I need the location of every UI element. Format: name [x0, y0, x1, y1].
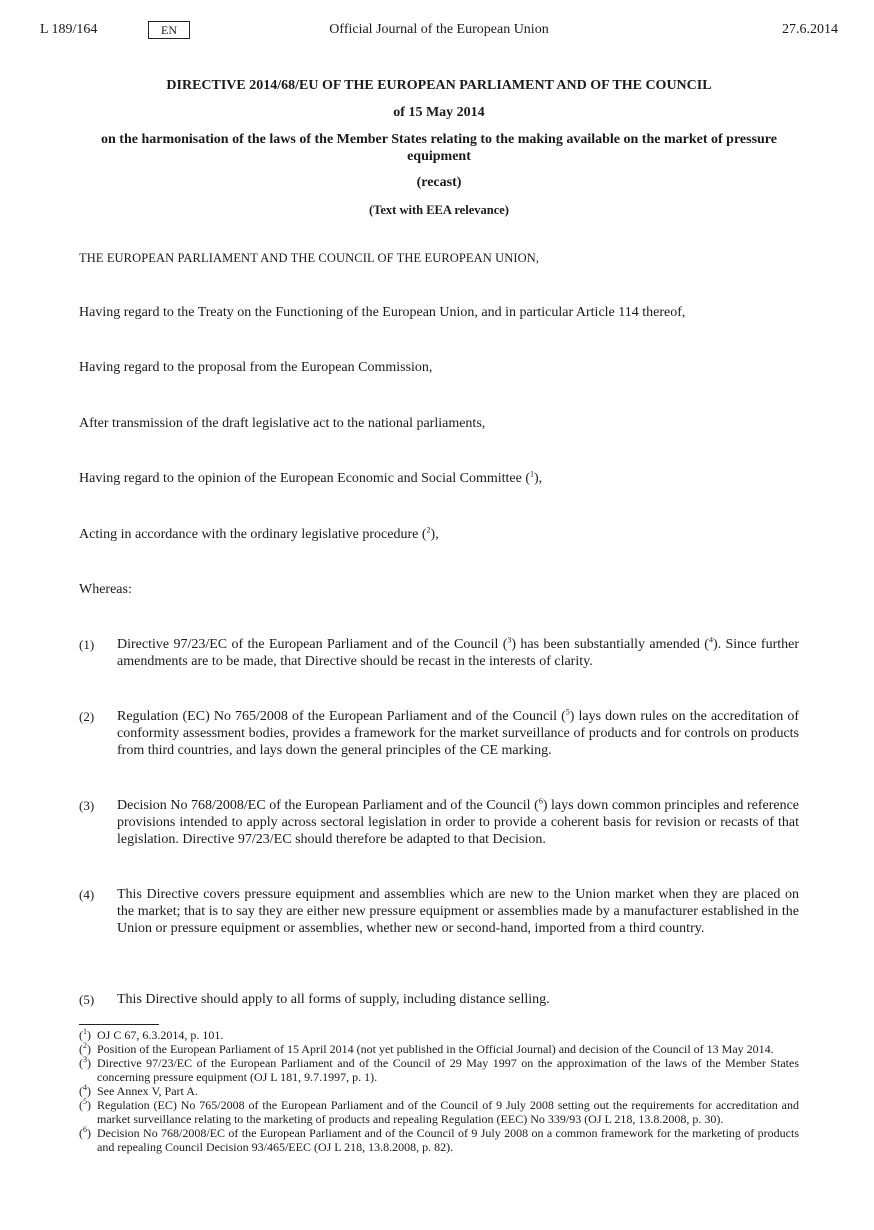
- directive-title: DIRECTIVE 2014/68/EU OF THE EUROPEAN PARLIAMENT AND OF THE COUNCIL: [166, 78, 712, 93]
- citation-transmission: After transmission of the draft legislative act to the national parliaments,: [79, 416, 486, 431]
- footnote-6: [79, 1126, 799, 1154]
- citation-proposal: Having regard to the proposal from the European Commission,: [79, 360, 433, 375]
- language-badge: EN: [148, 21, 190, 39]
- footnote-text: Position of the European Parliament of 15 April 2014 (not yet published in the Official Journal) and decision of the Council of 13 May 2014.: [97, 1042, 774, 1056]
- footnote-mark: ($^5$): [79, 1097, 91, 1112]
- footnote-text: See Annex V, Part A.: [97, 1084, 198, 1098]
- recital-1: [79, 636, 799, 670]
- footnote-mark: ($^3$): [79, 1055, 91, 1070]
- footnote-mark: ($^2$): [79, 1041, 91, 1056]
- footnote-2: [79, 1042, 799, 1056]
- footnote-text: Regulation (EC) No 765/2008 of the European Parliament and of the Council of 9 July 2008 setting out the requirements for accreditation and market surveillance relating to the marketing of products and repealing Regulation (EEC) No 339/93 (OJ L 218, 13.8.2008, p. 30).: [97, 1098, 799, 1126]
- recital-5: [79, 991, 799, 1008]
- recital-text: Decision No 768/2008/EC of the European Parliament and of the Council ($^6$) lays down common principles and reference provisions intended to apply across sectoral legislation in order to provide a coherent basis for revision or recasts of that legislation. Directive 97/23/EC should therefore be adapted to that Decision.: [117, 796, 800, 847]
- recital-text: Regulation (EC) No 765/2008 of the European Parliament and of the Council ($^5$) lays down rules on the accreditation of conformity assessment bodies, provides a framework for the market surveillance of products and for controls on products from third countries, and lays down the general principles of the CE marking.: [117, 707, 799, 758]
- footnote-4: [79, 1084, 799, 1098]
- footnote-ref-6[interactable]: 6: [538, 796, 543, 806]
- footnote-ref-3[interactable]: 3: [507, 635, 512, 645]
- journal-reference: L 189/164: [40, 22, 98, 37]
- footnote-mark: ($^4$): [79, 1083, 91, 1098]
- recital-3: [79, 797, 799, 848]
- recital-number: (2): [79, 709, 95, 724]
- footnote-ref-4[interactable]: 4: [708, 635, 713, 645]
- footnote-ref-1[interactable]: 1: [530, 469, 534, 479]
- page-header: [40, 22, 838, 42]
- whereas-heading: Whereas:: [79, 582, 132, 597]
- eea-relevance-label: (Text with EEA relevance): [369, 203, 509, 217]
- recital-text: This Directive covers pressure equipment and assemblies which are new to the Union market when they are placed on the market; that is to say they are either new pressure equipment or assemblies made by a manufacturer established in the Union or pressure equipment or assemblies, whether new or second-hand, imported from a third country.: [117, 887, 799, 936]
- citation-treaty: Having regard to the Treaty on the Functioning of the European Union, and in particular Article 114 thereof,: [79, 305, 686, 320]
- recital-number: (5): [79, 992, 95, 1007]
- recital-text: Directive 97/23/EC of the European Parliament and of the Council ($^3$) has been substantially amended ($^4$). Since further amendments are to be made, that Directive should be recast in the interests of clarity.: [117, 635, 800, 669]
- recital-2: [79, 708, 799, 759]
- footnote-5: [79, 1098, 799, 1126]
- footnotes: [79, 1028, 799, 1154]
- footnote-divider: [79, 1024, 159, 1025]
- recital-text: This Directive should apply to all forms of supply, including distance selling.: [117, 992, 550, 1007]
- footnote-text: OJ C 67, 6.3.2014, p. 101.: [97, 1028, 224, 1042]
- recital-4: [79, 886, 799, 937]
- footnote-text: Directive 97/23/EC of the European Parliament and of the Council of 29 May 1997 on the approximation of the laws of the Member States concerning pressure equipment (OJ L 181, 9.7.1997, p. 1).: [97, 1056, 799, 1084]
- recital-number: (1): [79, 637, 95, 652]
- footnote-ref-2[interactable]: 2: [426, 525, 431, 535]
- footnote-3: [79, 1056, 799, 1084]
- citation-procedure: Acting in accordance with the ordinary legislative procedure ($^2$),: [79, 525, 439, 542]
- footnote-text: Decision No 768/2008/EC of the European Parliament and of the Council of 9 July 2008 on a common framework for the marketing of products and repealing Council Decision 93/465/EEC (OJ L 218, 13.8.2008, p. 82).: [97, 1126, 799, 1154]
- recast-label: (recast): [416, 175, 462, 190]
- journal-title: Official Journal of the European Union: [329, 22, 549, 37]
- directive-date: of 15 May 2014: [393, 105, 485, 120]
- recital-number: (4): [79, 887, 95, 902]
- institutions-line: THE EUROPEAN PARLIAMENT AND THE COUNCIL OF THE EUROPEAN UNION,: [79, 251, 540, 265]
- publication-date: 27.6.2014: [782, 22, 838, 37]
- footnote-mark: ($^1$): [79, 1027, 91, 1042]
- footnote-ref-5[interactable]: 5: [565, 707, 570, 717]
- footnote-1: [79, 1028, 799, 1042]
- citation-eesc-opinion: Having regard to the opinion of the European Economic and Social Committee ($^1$),: [79, 469, 543, 486]
- recital-number: (3): [79, 798, 95, 813]
- footnote-mark: ($^6$): [79, 1125, 91, 1140]
- directive-subject: on the harmonisation of the laws of the Member States relating to the making available on the market of pressure equipment: [101, 132, 777, 164]
